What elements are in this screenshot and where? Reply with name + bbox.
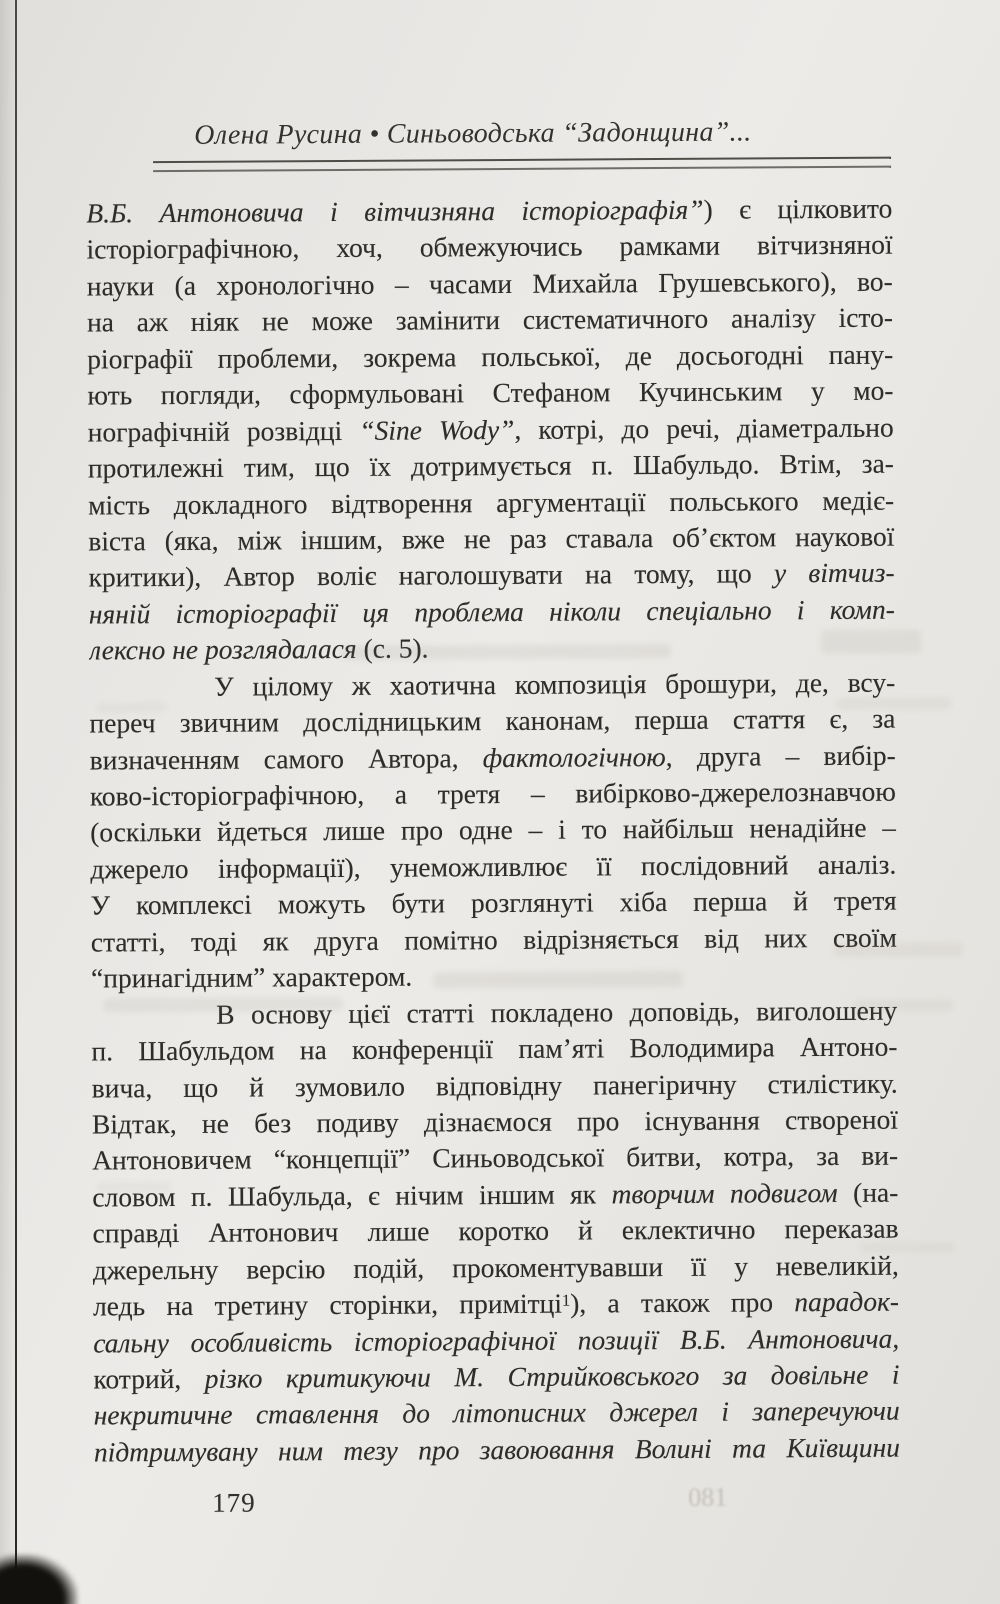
text-run: визначенням самого Автора, <box>89 741 483 776</box>
body-text <box>86 191 900 1471</box>
binding-line <box>15 0 17 1604</box>
text-run: джерельну версію подій, прокоментувавши її у невеликій, <box>92 1249 899 1286</box>
text-line <box>91 1029 897 1070</box>
text-run: Антоновичем “концепції” Синьоводської битви, котра, за ви- <box>92 1139 899 1176</box>
text-run: протилежні тим, що їх дотримується п. Шабульдо. Втім, за- <box>87 447 894 484</box>
text-line <box>94 1429 900 1470</box>
text-run: лексно не розглядалася <box>88 633 357 666</box>
text-line <box>93 1320 899 1361</box>
text-line <box>93 1247 899 1288</box>
text-line <box>90 883 896 924</box>
text-run: ), а також про <box>570 1286 795 1319</box>
text-line <box>92 1065 898 1106</box>
text-line <box>88 409 894 450</box>
text-run: мість докладного відтворення аргументації польського медіє- <box>88 484 895 521</box>
text-run: підтримувану ним тезу про завоювання Волині та Київщини <box>93 1431 901 1468</box>
text-line <box>89 701 895 742</box>
text-line <box>87 263 893 304</box>
text-run: В.Б. Антоновича і вітчизняна історіографія” <box>86 193 704 229</box>
text-run: на аж ніяк не може замінити систематичного аналізу істо- <box>86 301 894 338</box>
text-run: історіографічною, хоч, обмежуючись рамками вітчизняної <box>86 229 893 265</box>
text-run: статті, тоді як друга помітно відрізняється від них своїм <box>90 921 897 958</box>
text-run: різко критикуючи М. Стрийковського за довільне і <box>204 1358 900 1394</box>
text-line <box>90 810 896 851</box>
text-run: котрий, <box>93 1362 205 1395</box>
text-run: няній історіографії ця проблема ніколи спеціально і комп- <box>88 593 895 630</box>
page-gutter-shade <box>0 0 15 1604</box>
text-run: , котрі, до речі, діаметрально <box>514 411 894 445</box>
text-line <box>87 300 893 341</box>
text-run: ково-історіографічною, а третя – вибірково-джерелознавчою <box>89 775 896 812</box>
text-line <box>92 1174 898 1215</box>
corner-shadow <box>0 1554 78 1604</box>
text-run: справді Антонович лише коротко й еклектично переказав <box>92 1212 899 1249</box>
text-line <box>93 1357 899 1398</box>
text-line <box>89 628 895 669</box>
text-run: ріографії проблеми, зокрема польської, де досьогодні пану- <box>87 338 894 375</box>
text-line <box>88 446 894 487</box>
page-number: 179 <box>212 1487 256 1518</box>
text-run: переч звичним дослідницьким канонам, перша стаття є, за <box>89 702 896 739</box>
text-line <box>89 591 895 632</box>
text-line <box>87 336 893 377</box>
text-run: парадок- <box>794 1285 900 1318</box>
text-run: сальну особливість історіографічної позиції В.Б. Антоновича, <box>93 1322 900 1359</box>
running-header: Олена Русина • Синьоводська “Задонщина”... <box>194 116 752 151</box>
text-line <box>90 737 896 778</box>
text-line <box>92 1211 898 1252</box>
text-run: п. Шабульдом на конференції пам’яті Володимира Антоно- <box>91 1030 898 1067</box>
text-run: (с. 5). <box>356 632 429 665</box>
text-line <box>91 919 897 960</box>
text-run: “принагідним” характером. <box>90 960 413 994</box>
text-run: ) є цілковито <box>703 192 893 225</box>
text-run: науки (а хронологічно – часами Михайла Грушевського), во- <box>86 265 893 302</box>
text-run: ють погляди, сформульовані Стефаном Кучинським у мо- <box>87 374 894 411</box>
header-rule <box>153 157 891 173</box>
text-line <box>87 373 893 414</box>
text-line <box>91 956 897 997</box>
text-run: фактологічною <box>482 740 666 773</box>
text-run: критики), Автор воліє наголошувати на тому, що <box>88 557 774 593</box>
text-run: (на- <box>837 1176 899 1208</box>
text-run: У цілому ж хаотична композиція брошури, де, всу- <box>214 666 896 702</box>
text-line <box>89 664 895 705</box>
text-run: В основу цієї статті покладено доповідь, виголошену <box>216 994 898 1030</box>
bleed-through-page-number: 081 <box>688 1482 728 1512</box>
text-run: , друга – вибір- <box>665 739 896 772</box>
text-run: “Sine Wody” <box>359 413 515 446</box>
text-run: джерело інформації), унеможливлює її послідовний аналіз. <box>90 848 897 885</box>
text-run: У комплексі можуть бути розглянуті хіба перша й третя <box>90 884 897 921</box>
text-run: Відтак, не без подиву дізнаємося про існування створеної <box>91 1103 898 1140</box>
text-line <box>92 1102 898 1143</box>
text-line <box>88 555 894 596</box>
text-line <box>93 1284 899 1325</box>
text-run: у вітчиз- <box>773 556 895 589</box>
text-line <box>92 1138 898 1179</box>
text-run: словом п. Шабульда, є нічим іншим як <box>92 1178 612 1213</box>
text-line <box>88 519 894 560</box>
text-line <box>86 227 892 268</box>
text-line <box>94 1393 900 1434</box>
text-run: ледь на третину сторінки, примітці <box>92 1287 563 1322</box>
text-run: (оскільки йдеться лише про одне – і то найбільш ненадійне – <box>90 812 897 848</box>
text-line <box>90 846 896 887</box>
text-line <box>88 482 894 523</box>
text-line <box>91 992 897 1033</box>
text-run: нографічній розвідці <box>87 414 360 448</box>
text-line <box>86 191 892 232</box>
text-line <box>90 774 896 815</box>
text-run: віста (яка, між іншим, вже не раз ставала об’єктом наукової <box>88 520 895 557</box>
footnote-marker: 1 <box>561 1290 571 1310</box>
text-run: вича, що й зумовило відповідну панегіричну стилістику. <box>91 1067 898 1104</box>
text-run: творчим подвигом <box>611 1176 838 1210</box>
text-run: некритичне ставлення до літописних джерел і заперечуючи <box>93 1395 900 1431</box>
